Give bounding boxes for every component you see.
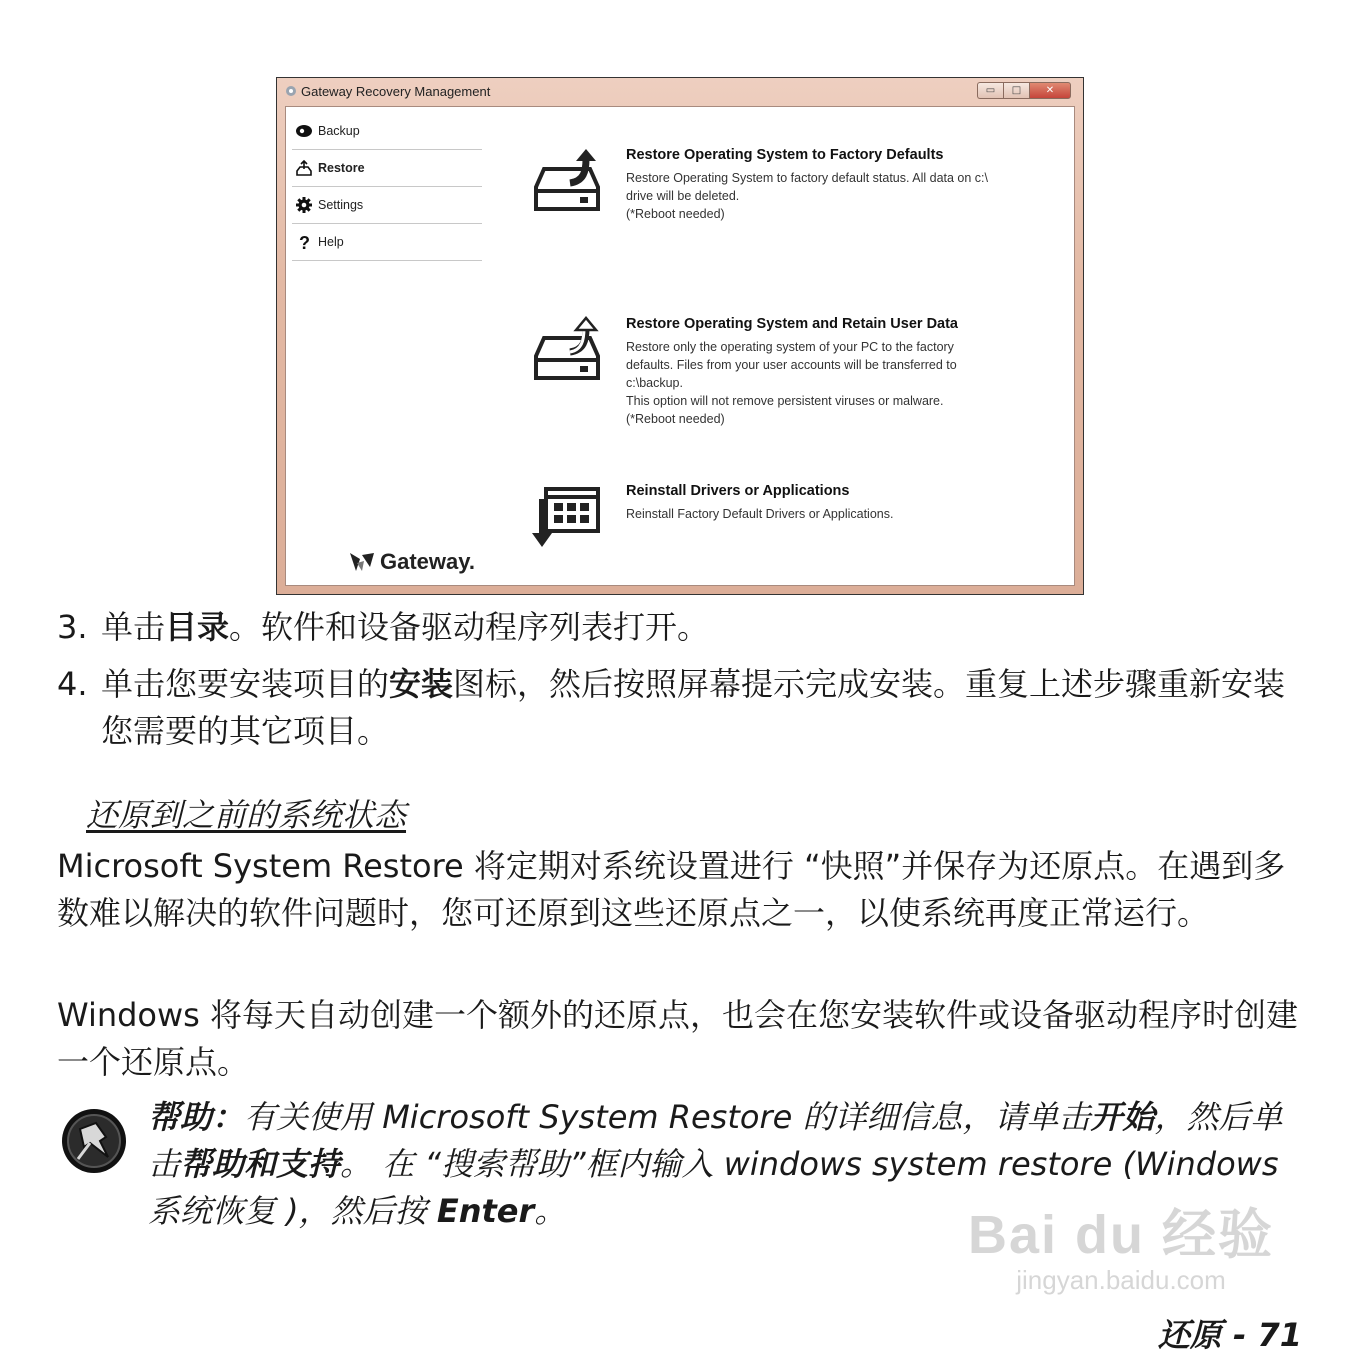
- note-label: 帮助：: [148, 1098, 245, 1136]
- step-number: 4.: [57, 665, 88, 703]
- close-button[interactable]: ✕: [1029, 82, 1071, 99]
- note-keyword: 开始: [1090, 1098, 1155, 1136]
- option-title: Restore Operating System and Retain User Data: [626, 316, 958, 332]
- minimize-button[interactable]: ▭: [977, 82, 1003, 99]
- question-icon: [295, 233, 313, 251]
- step-text: [101, 604, 1305, 651]
- note-text: 有关使用 Microsoft System Restore 的详细信息，请单击: [244, 1098, 1091, 1136]
- sidebar-item-settings[interactable]: [292, 187, 482, 224]
- sidebar-item-help[interactable]: [292, 224, 482, 261]
- step-3: [57, 604, 1305, 651]
- option-text: [626, 316, 1026, 428]
- page-footer: 还原 - 71: [1157, 1316, 1302, 1354]
- window-title: [285, 84, 490, 99]
- sidebar-item-backup[interactable]: [292, 113, 482, 150]
- sidebar-nav: [292, 113, 482, 261]
- note-keyword: Enter: [436, 1192, 535, 1230]
- sidebar-item-label: Help: [318, 235, 344, 249]
- apps-download-icon: [530, 483, 602, 549]
- pushpin-icon: [60, 1107, 128, 1175]
- option-text: [626, 147, 1026, 223]
- baidu-watermark: [968, 1192, 1274, 1296]
- step-text: [101, 661, 1305, 755]
- note-keyword: 帮助和支持: [180, 1145, 341, 1183]
- sidebar-item-label: Restore: [318, 161, 365, 175]
- gear-icon: [295, 196, 313, 214]
- note-text: ，然后单击: [148, 1098, 1283, 1183]
- watermark-main: Bai du 经验: [968, 1205, 1275, 1265]
- step-text-part: 单击: [101, 608, 166, 646]
- drive-upload-icon: [530, 147, 602, 213]
- step-text-part: 。软件和设备驱动程序列表打开。: [229, 608, 710, 646]
- option-text: [626, 483, 1026, 523]
- window-client: [285, 106, 1075, 586]
- option-description: Restore Operating System to factory default status. All data on c:\ drive will be deleted. (*Reboot needed): [626, 171, 988, 221]
- paragraph-windows-restore-point: Windows 将每天自动创建一个额外的还原点，也会在您安装软件或设备驱动程序时创建一个还原点。: [57, 996, 1299, 1081]
- option-description: Restore only the operating system of your PC to the factory defaults. Files from your user accounts will be transferred to c:\backup. This option will not remove persistent viruses or malware. (*Reboot needed): [626, 340, 957, 426]
- maximize-button[interactable]: □: [1003, 82, 1029, 99]
- brand-name: Gateway.: [380, 549, 475, 574]
- sidebar-item-label: Backup: [318, 124, 360, 138]
- option-description: Reinstall Factory Default Drivers or Applications.: [626, 507, 894, 521]
- note-text: 。 在 “搜索帮助”框内输入 windows system restore (Windows 系统恢复 )，然后按: [148, 1145, 1279, 1230]
- step-text-part: 单击您要安装项目的: [101, 665, 390, 703]
- drive-upload-outline-icon: [530, 316, 602, 382]
- window-controls: [977, 82, 1071, 99]
- note-text: 。: [534, 1192, 567, 1230]
- section-title: 还原到之前的系统状态: [86, 796, 407, 834]
- svg-text:?: ?: [299, 233, 310, 251]
- restore-icon: [295, 159, 313, 177]
- paragraph-system-restore: Microsoft System Restore 将定期对系统设置进行 “快照”并保存为还原点。在遇到多数难以解决的软件问题时，您可还原到这些还原点之一，以使系统再度正常运行。: [57, 847, 1286, 932]
- step-text-part: 图标，然后按照屏幕提示完成安装。重复上述步骤重新安装您需要的其它项目。: [101, 665, 1286, 750]
- step-keyword: 安装: [389, 665, 454, 703]
- option-title: Reinstall Drivers or Applications: [626, 483, 850, 499]
- recovery-window: [276, 77, 1084, 595]
- watermark-url: jingyan.baidu.com: [1016, 1265, 1226, 1295]
- step-4: [57, 661, 1305, 755]
- gateway-logo: [348, 549, 475, 575]
- window-title-text: Gateway Recovery Management: [301, 84, 491, 99]
- app-icon: [285, 85, 297, 97]
- sidebar-item-restore[interactable]: [292, 150, 482, 187]
- sidebar-item-label: Settings: [318, 198, 364, 212]
- step-number: 3.: [57, 608, 88, 646]
- option-title: Restore Operating System to Factory Defaults: [626, 147, 944, 163]
- gateway-cow-icon: [348, 551, 376, 573]
- step-keyword: 目录: [165, 608, 230, 646]
- disc-icon: [295, 122, 313, 140]
